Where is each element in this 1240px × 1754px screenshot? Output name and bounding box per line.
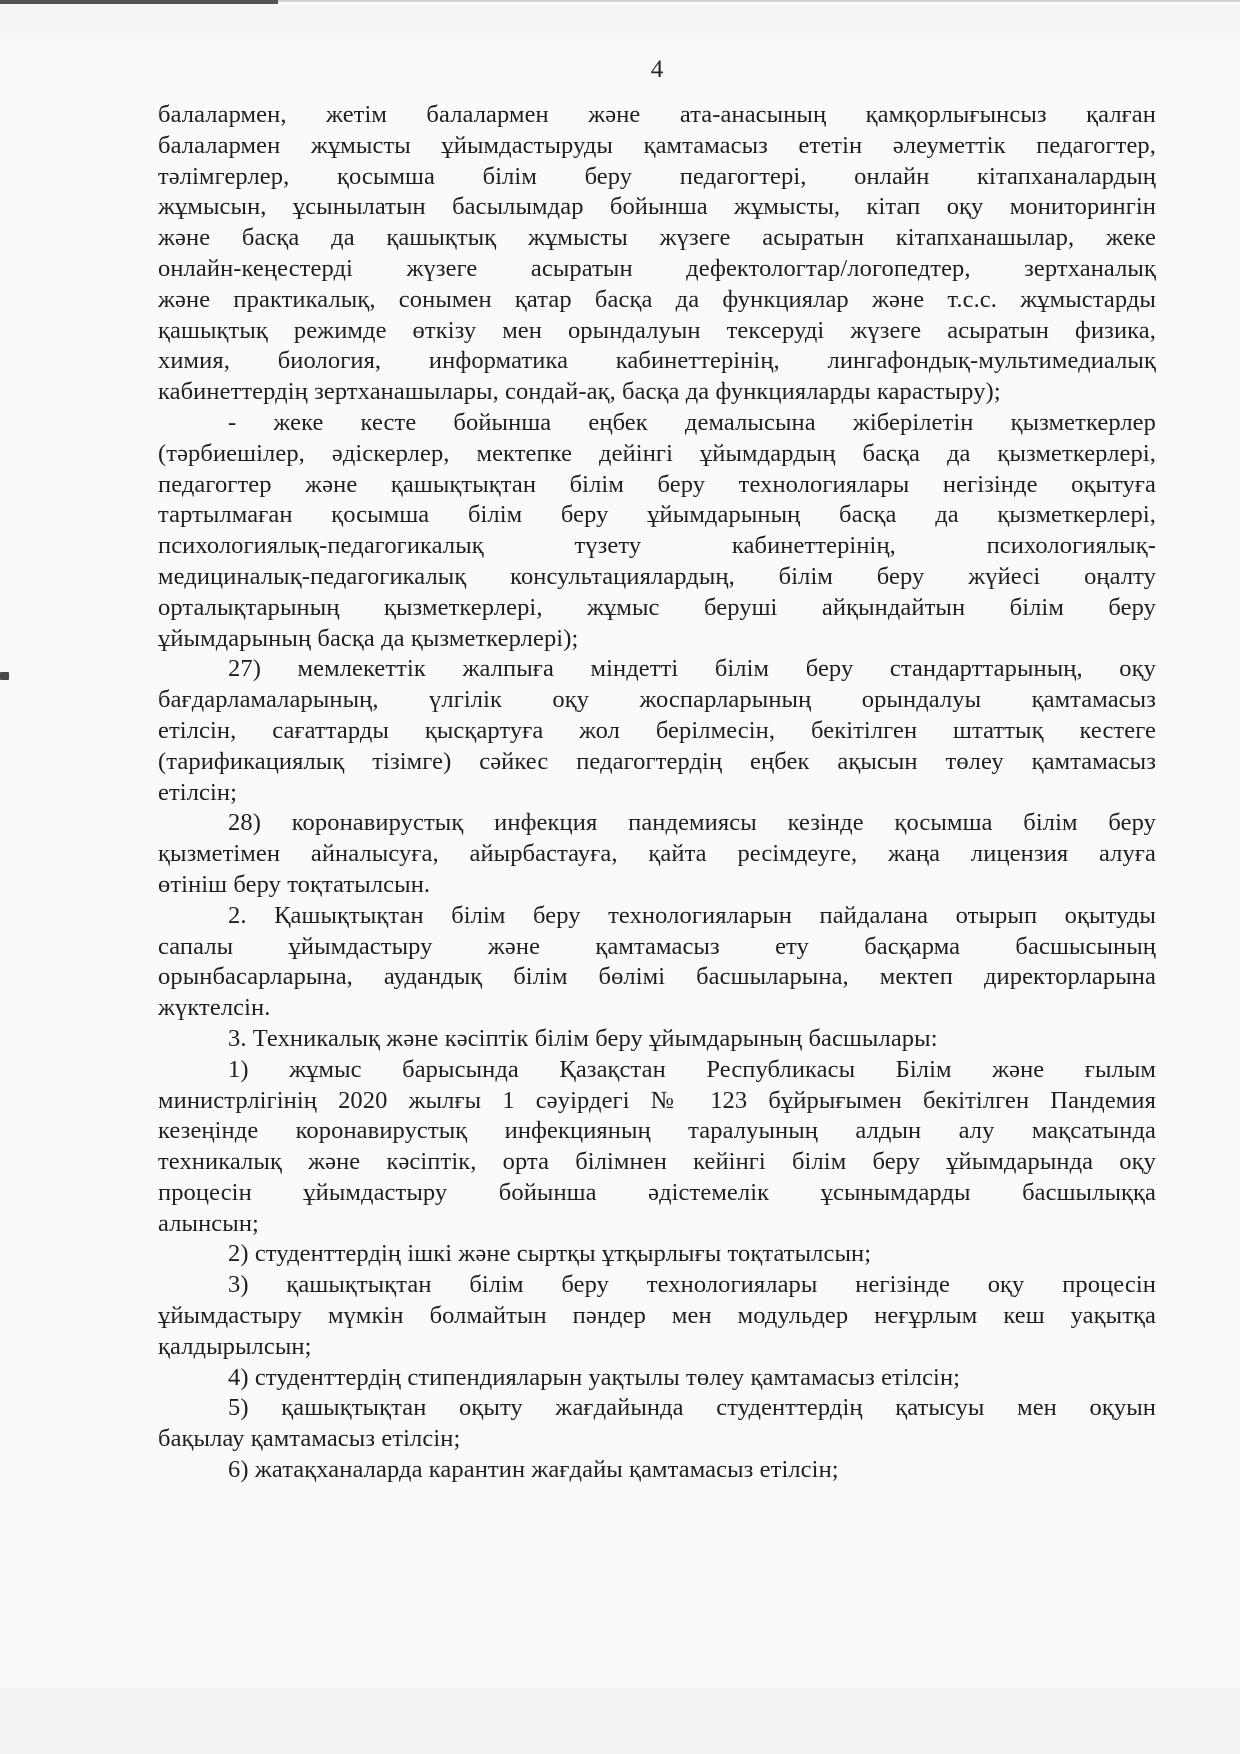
text-line: 1) жұмыс барысында Қазақстан Республикасы Білім және ғылым <box>228 1055 1156 1083</box>
text-line: ұйымдастыру мүмкін болмайтын пәндер мен модульдер неғұрлым кеш уақытқа <box>158 1302 1156 1330</box>
text-line: өтініш беру тоқтатылсын. <box>158 870 431 898</box>
text-line: және басқа да қашықтық жұмысты жүзеге асыратын кітапханашылар, жеке <box>158 224 1156 252</box>
text-line: етілсін; <box>158 778 238 806</box>
text-line: 3. Техникалық және кәсіптік білім беру ұйымдарының басшылары: <box>228 1024 938 1052</box>
text-line: қызметімен айналысуға, айырбастауға, қайта ресімдеуге, жаңа лицензия алуға <box>158 840 1156 868</box>
scan-texture-band-bottom <box>0 1688 1240 1754</box>
text-line: ұйымдарының басқа да қызметкерлері); <box>158 624 579 652</box>
text-line: - жеке кесте бойынша еңбек демалысына жіберілетін қызметкерлер <box>228 408 1156 436</box>
text-line: (тарификациялық тізімге) сәйкес педагогтердің еңбек ақысын төлеу қамтамасыз <box>158 747 1156 775</box>
text-line: кезеңінде коронавирустық инфекцияның таралуының алдын алу мақсатында <box>158 1117 1156 1145</box>
text-line: кабинеттердің зертханашылары, сондай-ақ, басқа да функцияларды карастыру); <box>158 378 1001 406</box>
text-line: жүктелсін. <box>158 994 271 1022</box>
text-line: орталықтарының қызметкерлері, жұмыс беруші айқындайтын білім беру <box>158 593 1156 621</box>
text-line: тәлімгерлер, қосымша білім беру педагогтері, онлайн кітапханалардың <box>158 162 1156 190</box>
page-number: 4 <box>650 56 664 83</box>
document-body <box>158 100 1156 1486</box>
text-line: қашықтық режимде өткізу мен орындалуын тексеруді жүзеге асыратын физика, <box>158 316 1156 344</box>
text-line: бақылау қамтамасыз етілсін; <box>158 1425 461 1453</box>
text-line: 2) студенттердің ішкі және сыртқы ұтқырлығы тоқтатылсын; <box>228 1240 872 1268</box>
text-line: 5) қашықтықтан оқыту жағдайында студенттердің қатысуы мен оқуын <box>228 1394 1156 1422</box>
text-line: балалармен жұмысты ұйымдастыруды қамтамасыз ететін әлеуметтік педагогтер, <box>158 131 1156 159</box>
text-line: бағдарламаларының, үлгілік оқу жоспарларының орындалуы қамтамасыз <box>158 686 1156 714</box>
text-line: қалдырылсын; <box>158 1332 312 1360</box>
text-line: химия, биология, информатика кабинеттерінің, лингафондық-мультимедиалық <box>158 347 1156 375</box>
text-line: жұмысын, ұсынылатын басылымдар бойынша жұмысты, кітап оқу мониторингін <box>158 193 1156 221</box>
text-line: психологиялық-педагогикалық түзету кабинеттерінің, психологиялық- <box>158 532 1156 560</box>
text-line: министрлігінің 2020 жылғы 1 сәуірдегі № 123 бұйрығымен бекітілген Пандемия <box>158 1086 1156 1114</box>
text-line: орынбасарларына, аудандық білім бөлімі басшыларына, мектеп директорларына <box>158 963 1156 991</box>
text-line: (тәрбиешілер, әдіскерлер, мектепке дейінгі ұйымдардың басқа да қызметкерлері, <box>158 439 1156 467</box>
text-line: педагогтер және қашықтықтан білім беру технологиялары негізінде оқытуға <box>158 470 1156 498</box>
text-line: 6) жатақханаларда карантин жағдайы қамтамасыз етілсін; <box>228 1456 839 1484</box>
scan-edge-artifact-light <box>278 0 1240 2</box>
text-line: 2. Қашықтықтан білім беру технологияларын пайдалана отырып оқытуды <box>228 901 1156 929</box>
text-line: техникалық және кәсіптік, орта білімнен кейінгі білім беру ұйымдарында оқу <box>158 1148 1156 1176</box>
text-line: 27) мемлекеттік жалпыға міндетті білім беру стандарттарының, оқу <box>228 655 1156 683</box>
text-line: сапалы ұйымдастыру және қамтамасыз ету басқарма басшысының <box>158 932 1156 960</box>
text-line: 4) студенттердің стипендияларын уақтылы төлеу қамтамасыз етілсін; <box>228 1363 961 1391</box>
scan-left-mark-artifact <box>0 672 9 680</box>
text-line: процесін ұйымдастыру бойынша әдістемелік ұсынымдарды басшылыққа <box>158 1178 1156 1206</box>
text-line: 28) коронавирустық инфекция пандемиясы кезінде қосымша білім беру <box>228 809 1156 837</box>
text-line: етілсін, сағаттарды қысқартуға жол берілмесін, бекітілген штаттық кестеге <box>158 716 1156 744</box>
text-line: балалармен, жетім балалармен және ата-анасының қамқорлығынсыз қалған <box>158 101 1156 128</box>
text-line: медициналық-педагогикалық консультациялардың, білім беру жүйесі оңалту <box>158 562 1156 590</box>
scan-edge-artifact <box>0 0 278 4</box>
text-line: алынсын; <box>158 1209 259 1237</box>
text-line: онлайн-кеңестерді жүзеге асыратын дефектологтар/логопедтер, зертханалық <box>158 254 1156 282</box>
text-line: және практикалық, сонымен қатар басқа да функциялар және т.с.с. жұмыстарды <box>158 285 1156 313</box>
scan-texture-band-top <box>0 5 1240 39</box>
text-line: тартылмаған қосымша білім беру ұйымдарының басқа да қызметкерлері, <box>158 501 1156 529</box>
text-line: 3) қашықтықтан білім беру технологиялары негізінде оқу процесін <box>228 1271 1156 1299</box>
